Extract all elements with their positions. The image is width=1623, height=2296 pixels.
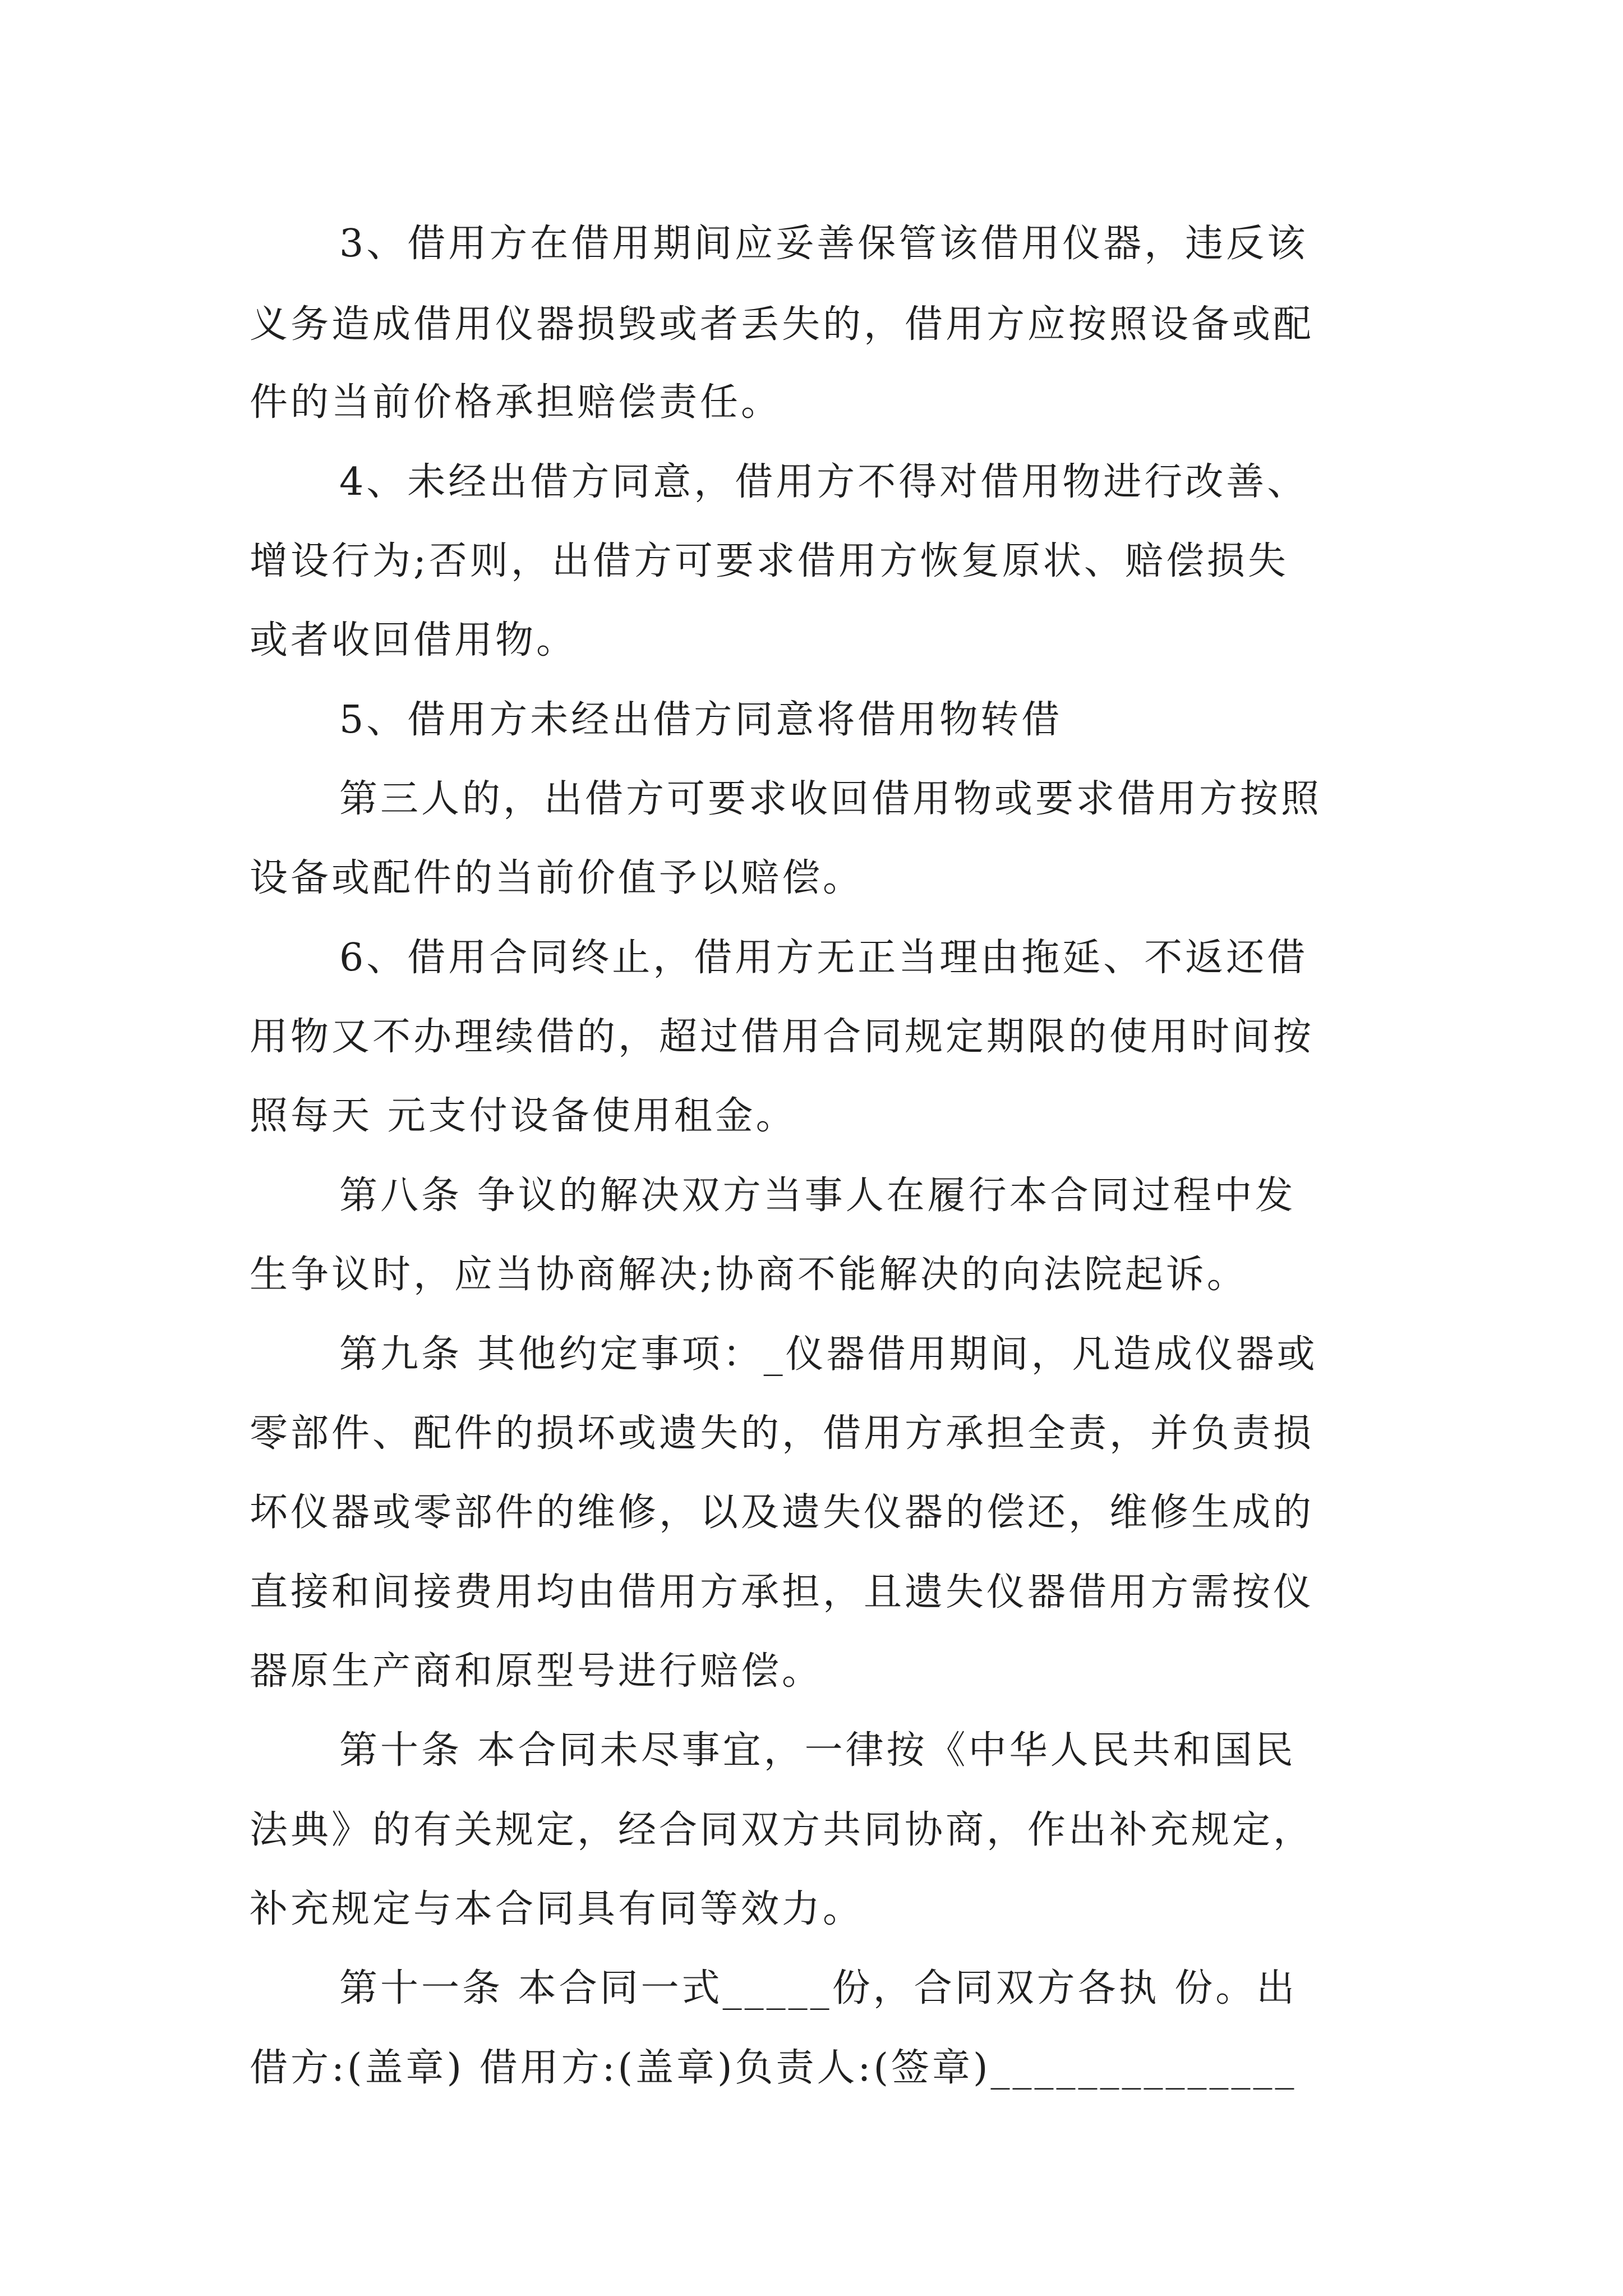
clause-5-line-2: 第三人的，出借方可要求收回借用物或要求借用方按照 bbox=[339, 777, 1322, 821]
article-11-line-1: 第十一条 本合同一式_____份，合同双方各执 份。出 bbox=[339, 1966, 1298, 2010]
clause-6-line-2: 用物又不办理续借的，超过借用合同规定期限的使用时间按 bbox=[250, 1015, 1315, 1059]
clause-6-line-1: 6、借用合同终止，借用方无正当理由拖延、不返还借 bbox=[339, 936, 1308, 980]
clause-3-line-2: 义务造成借用仪器损毁或者丢失的，借用方应按照设备或配 bbox=[250, 302, 1315, 347]
clause-4-line-1: 4、未经出借方同意，借用方不得对借用物进行改善、 bbox=[339, 460, 1308, 504]
clause-4-line-2: 增设行为;否则，出借方可要求借用方恢复原状、赔偿损失 bbox=[250, 539, 1289, 583]
clause-3-line-1: 3、借用方在借用期间应妥善保管该借用仪器，违反该 bbox=[339, 222, 1308, 266]
article-9-line-2: 零部件、配件的损坏或遗失的，借用方承担全责，并负责损 bbox=[250, 1411, 1315, 1456]
article-10-line-2: 法典》的有关规定，经合同双方共同协商，作出补充规定， bbox=[250, 1808, 1315, 1852]
article-9-line-4: 直接和间接费用均由借用方承担，且遗失仪器借用方需按仪 bbox=[250, 1570, 1315, 1614]
clause-5-line-3: 设备或配件的当前价值予以赔偿。 bbox=[250, 856, 864, 900]
article-10-line-1: 第十条 本合同未尽事宜，一律按《中华人民共和国民 bbox=[339, 1728, 1296, 1773]
article-10-line-3: 补充规定与本合同具有同等效力。 bbox=[250, 1887, 864, 1931]
article-8-line-2: 生争议时，应当协商解决;协商不能解决的向法院起诉。 bbox=[250, 1253, 1248, 1297]
article-9-line-3: 坏仪器或零部件的维修，以及遗失仪器的偿还，维修生成的 bbox=[250, 1490, 1315, 1535]
clause-4-line-3: 或者收回借用物。 bbox=[250, 618, 578, 662]
article-8-line-1: 第八条 争议的解决双方当事人在履行本合同过程中发 bbox=[339, 1174, 1296, 1218]
clause-3-line-3: 件的当前价格承担赔偿责任。 bbox=[250, 380, 782, 425]
article-9-line-5: 器原生产商和原型号进行赔偿。 bbox=[250, 1649, 823, 1694]
signature-line: 借方:(盖章) 借用方:(盖章)负责人:(签章)______________ bbox=[250, 2046, 1297, 2090]
clause-6-line-3: 照每天 元支付设备使用租金。 bbox=[250, 1094, 797, 1138]
article-9-line-1: 第九条 其他约定事项：_仪器借用期间，凡造成仪器或 bbox=[339, 1332, 1318, 1377]
clause-5-line-1: 5、借用方未经出借方同意将借用物转借 bbox=[339, 698, 1063, 742]
